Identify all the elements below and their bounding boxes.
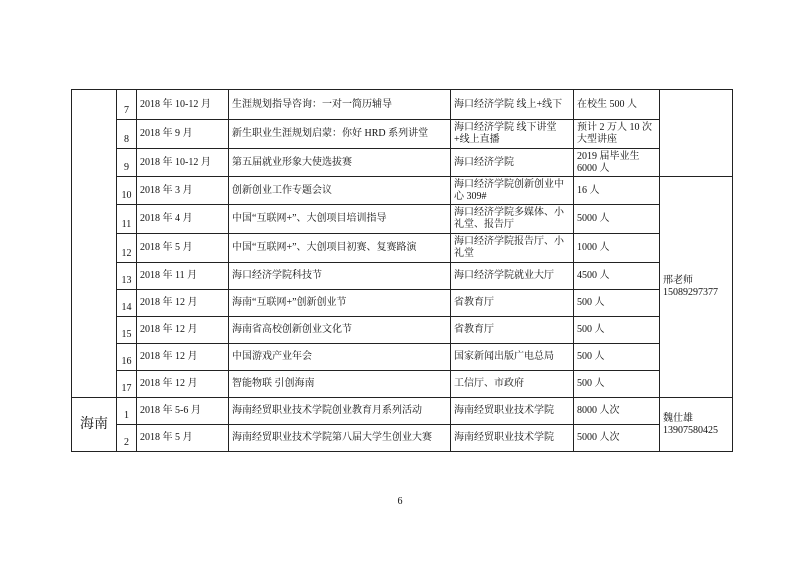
scale-cell: 预计 2 万人 10 次大型讲座 xyxy=(574,120,660,149)
table-row xyxy=(72,149,733,177)
row-number: 14 xyxy=(117,290,137,317)
date-cell: 2018 年 4 月 xyxy=(137,205,229,234)
activity-table xyxy=(71,89,733,452)
scale-cell: 5000 人 xyxy=(574,205,660,234)
table-row xyxy=(72,425,733,452)
page-number: 6 xyxy=(397,496,403,507)
row-number: 7 xyxy=(117,90,137,120)
date-cell: 2018 年 5 月 xyxy=(137,234,229,263)
table-row xyxy=(72,234,733,263)
venue-cell: 海口经济学院创新创业中心 309# xyxy=(451,177,574,205)
table-row xyxy=(72,90,733,120)
row-number: 1 xyxy=(117,398,137,425)
activity-cell: 生涯规划指导咨询：一对一简历辅导 xyxy=(229,90,451,120)
scale-cell: 4500 人 xyxy=(574,263,660,290)
date-cell: 2018 年 5-6 月 xyxy=(137,398,229,425)
scale-cell: 500 人 xyxy=(574,371,660,398)
venue-cell: 海南经贸职业技术学院 xyxy=(451,398,574,425)
table-row xyxy=(72,205,733,234)
row-number: 17 xyxy=(117,371,137,398)
venue-cell: 海口经济学院多媒体、小礼堂、报告厅 xyxy=(451,205,574,234)
scale-cell: 500 人 xyxy=(574,290,660,317)
venue-cell: 海口经济学院报告厅、小礼堂 xyxy=(451,234,574,263)
row-number: 16 xyxy=(117,344,137,371)
date-cell: 2018 年 12 月 xyxy=(137,371,229,398)
table-row xyxy=(72,398,733,425)
activity-cell: 海南“互联网+”创新创业节 xyxy=(229,290,451,317)
scale-cell: 5000 人次 xyxy=(574,425,660,452)
row-number: 15 xyxy=(117,317,137,344)
activity-cell: 海南省高校创新创业文化节 xyxy=(229,317,451,344)
activity-cell: 新生职业生涯规划启蒙：你好 HRD 系列讲堂 xyxy=(229,120,451,149)
row-number: 9 xyxy=(117,149,137,177)
activity-cell: 中国“互联网+”、大创项目初赛、复赛路演 xyxy=(229,234,451,263)
venue-cell: 海口经济学院 线下讲堂+线上直播 xyxy=(451,120,574,149)
scale-cell: 500 人 xyxy=(574,317,660,344)
venue-cell: 工信厅、市政府 xyxy=(451,371,574,398)
row-number: 12 xyxy=(117,234,137,263)
table-row xyxy=(72,317,733,344)
contact-wei: 魏仕雄 13907580425 xyxy=(660,398,733,452)
activity-cell: 海口经济学院科技节 xyxy=(229,263,451,290)
date-cell: 2018 年 12 月 xyxy=(137,317,229,344)
table-row xyxy=(72,120,733,149)
table-row xyxy=(72,371,733,398)
date-cell: 2018 年 12 月 xyxy=(137,290,229,317)
contact-xing: 邢老师 15089297377 xyxy=(660,177,733,398)
date-cell: 2018 年 12 月 xyxy=(137,344,229,371)
contact-cell-blank xyxy=(660,90,733,177)
activity-cell: 创新创业工作专题会议 xyxy=(229,177,451,205)
table-row xyxy=(72,344,733,371)
activity-cell: 中国“互联网+”、大创项目培训指导 xyxy=(229,205,451,234)
venue-cell: 省教育厅 xyxy=(451,317,574,344)
table-row xyxy=(72,290,733,317)
scale-cell: 500 人 xyxy=(574,344,660,371)
table-row xyxy=(72,177,733,205)
venue-cell: 海南经贸职业技术学院 xyxy=(451,425,574,452)
scale-cell: 16 人 xyxy=(574,177,660,205)
scale-cell: 2019 届毕业生 6000 人 xyxy=(574,149,660,177)
scale-cell: 8000 人次 xyxy=(574,398,660,425)
row-number: 13 xyxy=(117,263,137,290)
activity-cell: 中国游戏产业年会 xyxy=(229,344,451,371)
activity-cell: 智能物联 引创海南 xyxy=(229,371,451,398)
date-cell: 2018 年 10-12 月 xyxy=(137,149,229,177)
activity-cell: 第五届就业形象大使选拔赛 xyxy=(229,149,451,177)
scale-cell: 1000 人 xyxy=(574,234,660,263)
venue-cell: 海口经济学院 线上+线下 xyxy=(451,90,574,120)
date-cell: 2018 年 5 月 xyxy=(137,425,229,452)
row-number: 8 xyxy=(117,120,137,149)
activity-cell: 海南经贸职业技术学院创业教育月系列活动 xyxy=(229,398,451,425)
scale-cell: 在校生 500 人 xyxy=(574,90,660,120)
row-number: 2 xyxy=(117,425,137,452)
region-cell-blank xyxy=(72,90,117,398)
venue-cell: 海口经济学院 xyxy=(451,149,574,177)
date-cell: 2018 年 11 月 xyxy=(137,263,229,290)
activity-cell: 海南经贸职业技术学院第八届大学生创业大赛 xyxy=(229,425,451,452)
date-cell: 2018 年 3 月 xyxy=(137,177,229,205)
row-number: 10 xyxy=(117,177,137,205)
table-row xyxy=(72,263,733,290)
venue-cell: 海口经济学院就业大厅 xyxy=(451,263,574,290)
venue-cell: 国家新闻出版广电总局 xyxy=(451,344,574,371)
venue-cell: 省教育厅 xyxy=(451,290,574,317)
row-number: 11 xyxy=(117,205,137,234)
date-cell: 2018 年 9 月 xyxy=(137,120,229,149)
region-hainan: 海南 xyxy=(72,398,117,452)
date-cell: 2018 年 10-12 月 xyxy=(137,90,229,120)
